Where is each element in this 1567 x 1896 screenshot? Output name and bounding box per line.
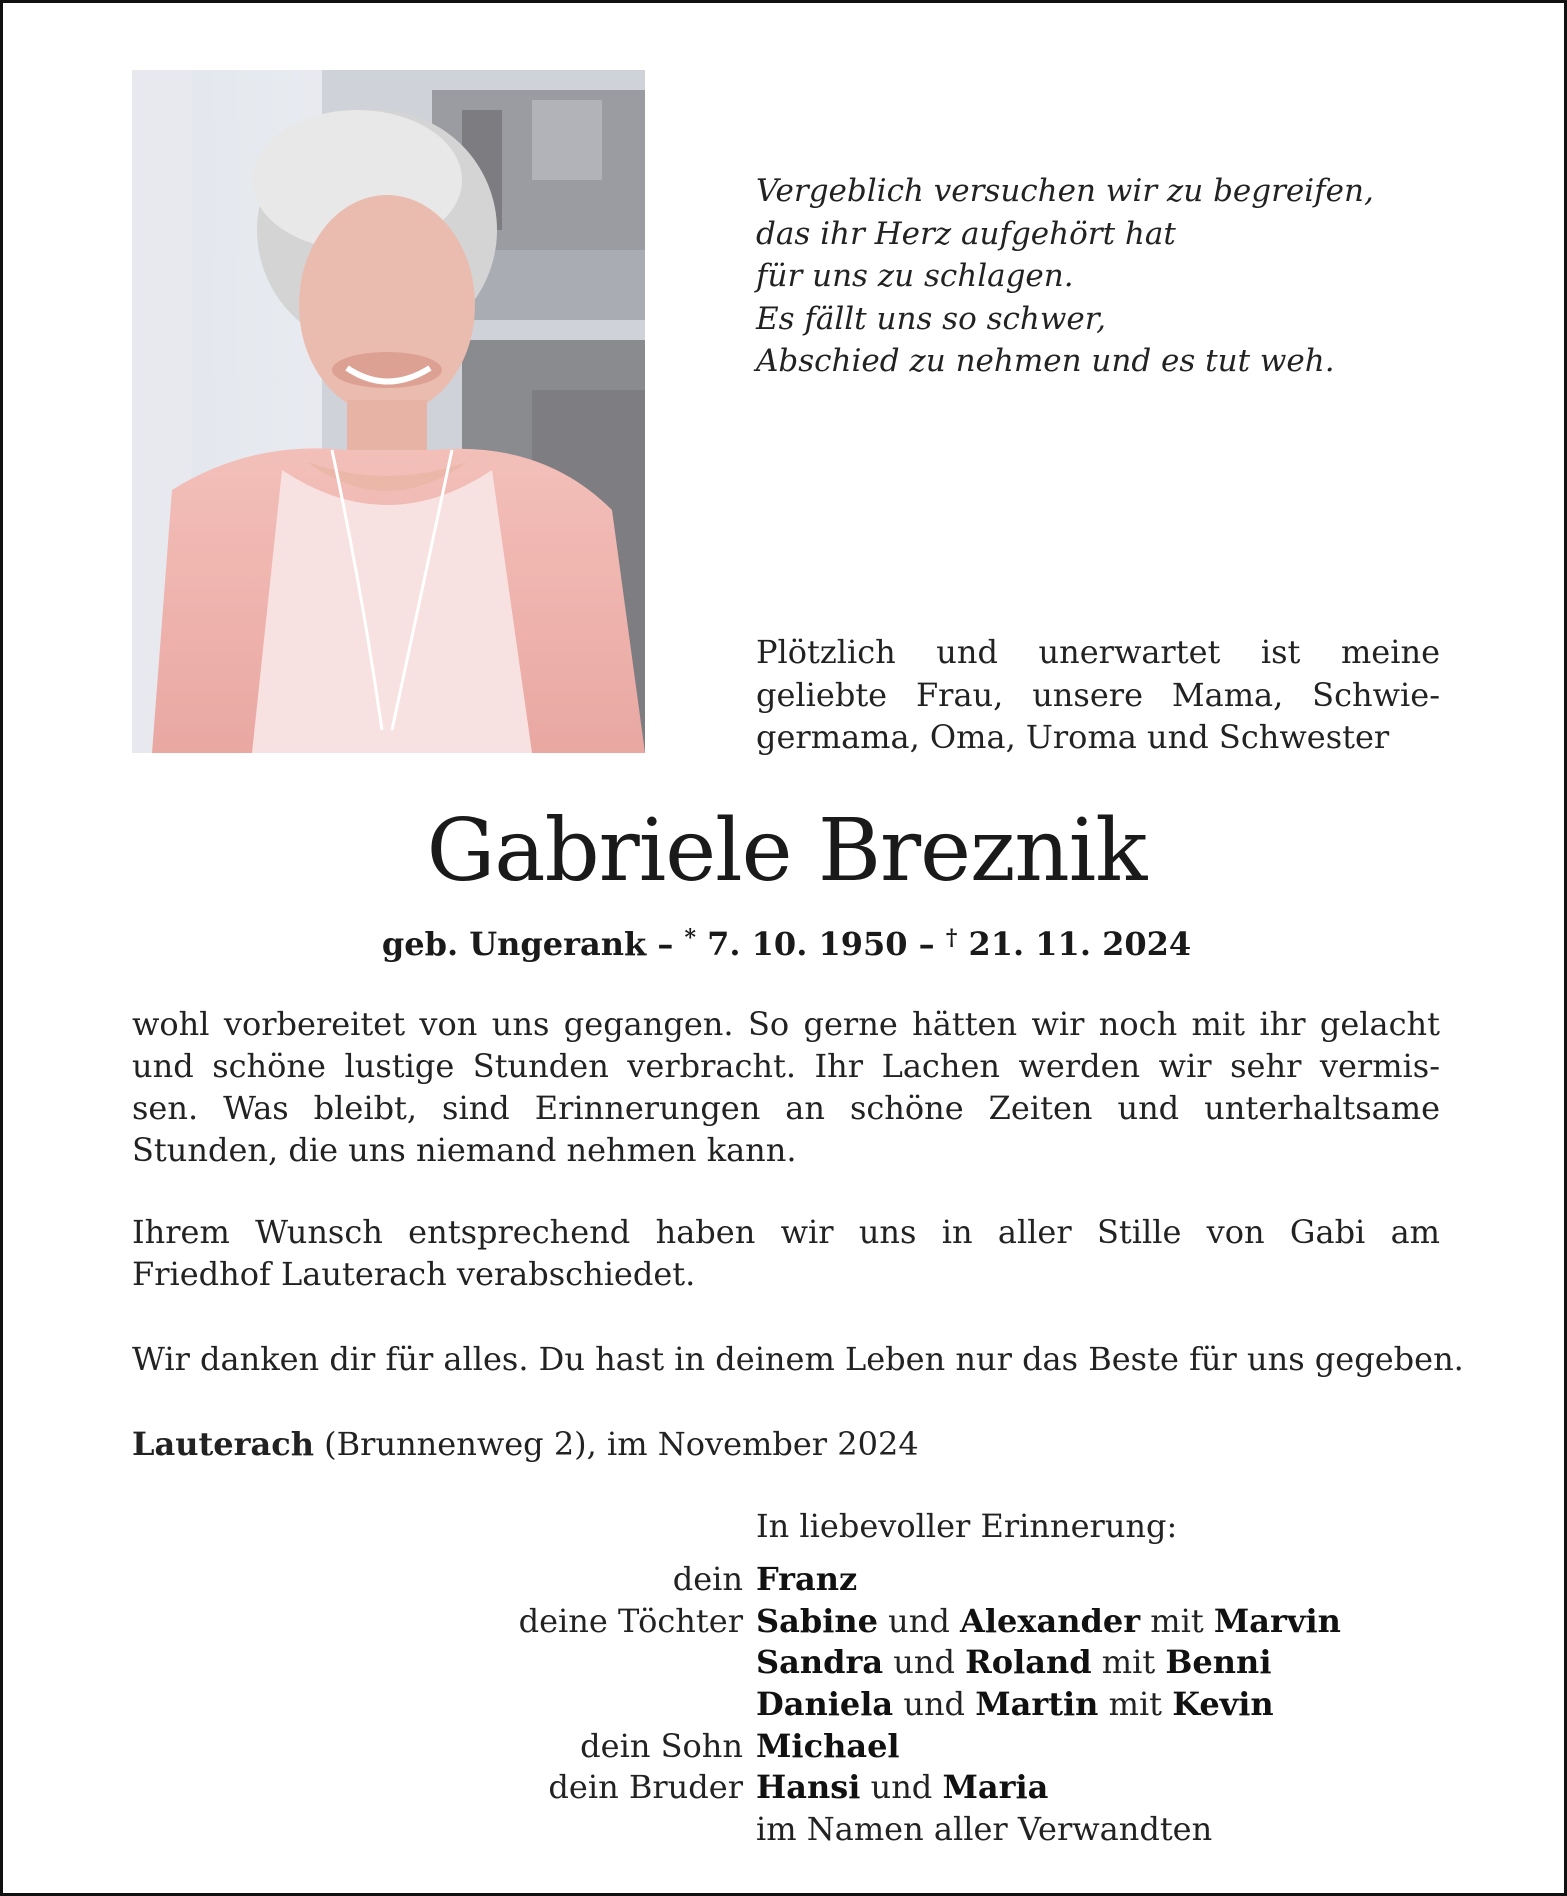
- mourner-row: [3, 1601, 1567, 1643]
- relation-label: dein: [672, 1560, 743, 1598]
- poem-line: für uns zu schlagen.: [756, 258, 1074, 294]
- mourner-names: Hansi und Maria: [756, 1768, 1049, 1807]
- poem-line: Abschied zu nehmen und es tut weh.: [756, 343, 1335, 379]
- paragraph-line: Ihrem Wunsch entsprechend haben wir uns in aller Stille von Gabi am: [132, 1213, 1440, 1251]
- relation-label: dein Sohn: [580, 1726, 743, 1765]
- mourner-row: [3, 1726, 1567, 1768]
- mourner-row: [3, 1559, 1567, 1601]
- paragraph-line: sen. Was bleibt, sind Erinnerungen an schöne Zeiten und unterhaltsame: [132, 1089, 1440, 1127]
- birth-date: 7. 10. 1950: [707, 925, 908, 963]
- signoff: In liebevoller Erinnerung:: [756, 1507, 1178, 1545]
- mourner-names: Sabine und Alexander mit Marvin: [756, 1601, 1341, 1640]
- birth-symbol: *: [684, 925, 696, 951]
- mourner-names: Michael: [756, 1726, 900, 1765]
- paragraph-line: Wir danken dir für alles. Du hast in deinem Leben nur das Beste für uns gegeben.: [132, 1340, 1464, 1378]
- poem: [756, 170, 1456, 383]
- paragraph-1: [132, 1003, 1440, 1171]
- mourners-list: [3, 1559, 1567, 1851]
- paragraph-line: und schöne lustige Stunden verbracht. Ihr Lachen werden wir sehr vermis-: [132, 1047, 1440, 1085]
- paragraph-3: [132, 1338, 1464, 1380]
- place-and-date: [132, 1423, 1440, 1465]
- intro-text: [756, 631, 1440, 759]
- life-dates: geb. Ungerank – * 7. 10. 1950 – † 21. 11. 2024: [381, 925, 1192, 963]
- mourner-names: Sandra und Roland mit Benni: [756, 1643, 1272, 1682]
- mourner-row: [3, 1767, 1567, 1809]
- mourner-row: [3, 1642, 1567, 1684]
- intro-line: germama, Oma, Uroma und Schwester: [756, 718, 1390, 756]
- mourner-row: [3, 1809, 1567, 1851]
- portrait-photo: [132, 70, 645, 753]
- closing-line: im Namen aller Verwandten: [756, 1810, 1213, 1849]
- mourner-names: Daniela und Martin mit Kevin: [756, 1685, 1274, 1724]
- death-date: 21. 11. 2024: [968, 925, 1192, 963]
- relation-label: dein Bruder: [548, 1768, 743, 1807]
- mourner-row: [3, 1684, 1567, 1726]
- intro-line: geliebte Frau, unsere Mama, Schwie-: [756, 675, 1440, 714]
- deceased-name: Gabriele Breznik: [426, 801, 1147, 901]
- address-and-date: (Brunnenweg 2), im November 2024: [313, 1425, 919, 1463]
- city: Lauterach: [132, 1425, 314, 1463]
- intro-line: Plötzlich und unerwartet ist meine: [756, 633, 1440, 671]
- poem-line: Vergeblich versuchen wir zu begreifen,: [756, 173, 1374, 209]
- paragraph-line: wohl vorbereitet von uns gegangen. So gerne hätten wir noch mit ihr gelacht: [132, 1005, 1440, 1043]
- paragraph-line: Stunden, die uns niemand nehmen kann.: [132, 1131, 797, 1169]
- paragraph-2: [132, 1211, 1440, 1295]
- poem-line: das ihr Herz aufgehört hat: [756, 215, 1176, 252]
- death-symbol: †: [945, 925, 958, 951]
- relation-label: deine Töchter: [518, 1601, 743, 1640]
- maiden-name: geb. Ungerank: [381, 925, 647, 963]
- poem-line: Es fällt uns so schwer,: [756, 300, 1106, 337]
- mourner-names: Franz: [756, 1560, 858, 1598]
- paragraph-line: Friedhof Lauterach verabschiedet.: [132, 1255, 696, 1293]
